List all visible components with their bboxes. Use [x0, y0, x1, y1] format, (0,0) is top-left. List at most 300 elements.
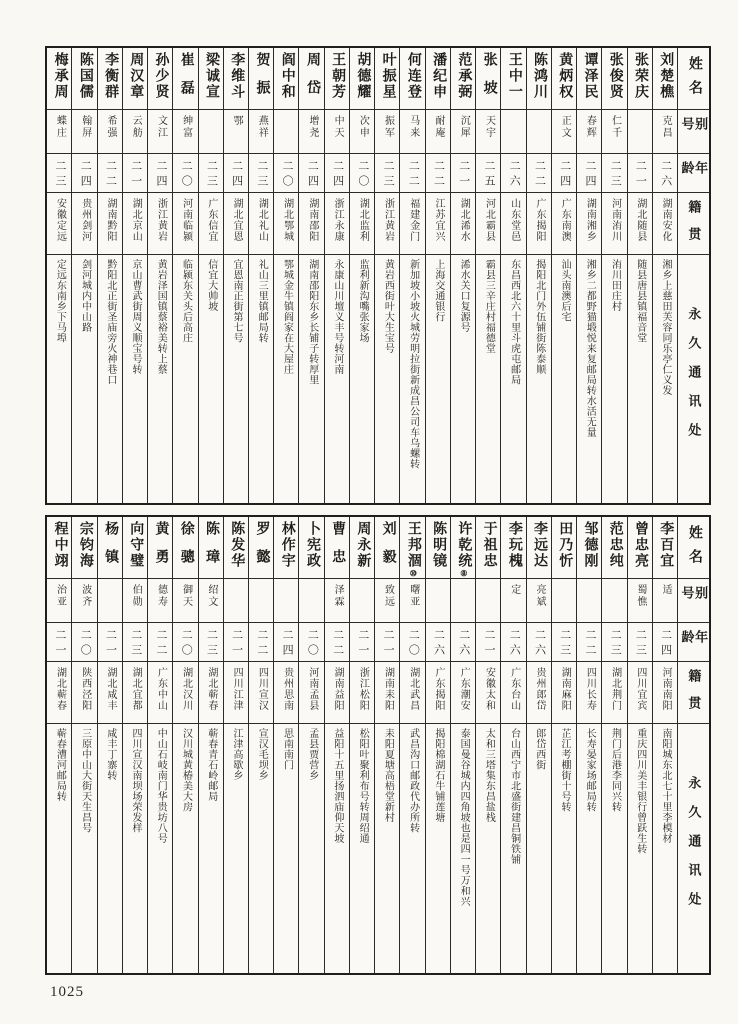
row-header-column	[677, 517, 709, 973]
row-header-native-cell	[678, 661, 709, 723]
alias-cell	[173, 109, 197, 153]
alias-cell	[47, 109, 71, 153]
person-address: 霸县三辛庄村福德堂	[483, 259, 495, 354]
person-age: 二二	[104, 160, 117, 190]
person-age: 二一	[104, 629, 117, 659]
name-cell	[72, 48, 96, 109]
person-native-place: 安徽定远	[54, 198, 66, 242]
person-column	[349, 517, 374, 973]
person-native-place: 湖南黔阳	[104, 198, 116, 242]
person-age: 二〇	[180, 160, 193, 190]
person-name: 阎中和	[279, 52, 295, 100]
person-column	[374, 517, 399, 973]
person-address: 泰国曼谷城内四角坡也是四一号万和兴	[458, 728, 470, 907]
person-native-place: 湖南湘乡	[584, 198, 596, 242]
person-native-place: 湖北武昌	[407, 667, 419, 711]
name-cell	[47, 517, 71, 578]
age-cell	[224, 622, 248, 661]
row-header-name: 姓名	[686, 525, 702, 573]
person-alias: 泽霖	[332, 584, 344, 608]
person-age: 二三	[54, 160, 67, 190]
person-age: 二一	[129, 160, 142, 190]
person-alias: 蝶庄	[54, 115, 66, 139]
alias-cell	[199, 578, 223, 622]
person-column	[198, 48, 223, 503]
alias-cell	[527, 109, 551, 153]
address-cell	[628, 254, 652, 503]
person-name: 王中一	[506, 52, 522, 100]
age-cell	[299, 622, 323, 661]
person-column	[248, 517, 273, 973]
person-native-place: 贵州思南	[281, 667, 293, 711]
address-cell	[224, 254, 248, 503]
age-cell	[350, 622, 374, 661]
address-cell	[47, 254, 71, 503]
person-name: 潘纪申	[431, 52, 447, 100]
native-place-cell	[552, 192, 576, 254]
person-alias: 德寿	[155, 584, 167, 608]
age-cell	[98, 153, 122, 192]
age-cell	[299, 153, 323, 192]
person-alias: 适	[660, 584, 672, 596]
row-header-column	[677, 48, 709, 503]
person-native-place: 河南孟县	[306, 667, 318, 711]
native-place-cell	[628, 661, 652, 723]
person-column	[97, 517, 122, 973]
name-cell	[552, 48, 576, 109]
alias-cell	[224, 109, 248, 153]
name-cell	[577, 48, 601, 109]
person-address: 汉川城黄椿美大房	[180, 728, 192, 812]
address-cell	[577, 254, 601, 503]
person-name: 宗钧海	[77, 521, 93, 569]
person-column	[475, 48, 500, 503]
age-cell	[325, 622, 349, 661]
alias-cell	[249, 109, 273, 153]
person-address: 洧川田庄村	[609, 259, 621, 312]
address-cell	[199, 254, 223, 503]
person-address: 剑河城内中山路	[79, 259, 91, 333]
address-cell	[451, 723, 475, 973]
person-native-place: 湖北鄂城	[281, 198, 293, 242]
alias-cell	[476, 109, 500, 153]
person-name: 范忠纯	[607, 521, 623, 569]
age-cell	[123, 622, 147, 661]
alias-cell	[375, 109, 399, 153]
person-native-place: 山东堂邑	[508, 198, 520, 242]
row-header-age: 年龄	[679, 630, 709, 649]
alias-cell	[501, 578, 525, 622]
name-cell	[224, 517, 248, 578]
address-cell	[299, 723, 323, 973]
age-cell	[148, 153, 172, 192]
person-address: 蕲春青石岭邮局	[205, 728, 217, 802]
native-place-cell	[199, 192, 223, 254]
person-address: 湖南邵阳东乡长铺子转厚里	[306, 259, 318, 385]
native-place-cell	[325, 661, 349, 723]
person-native-place: 湖北汉川	[180, 667, 192, 711]
person-age: 二六	[432, 629, 445, 659]
person-native-place: 陕西泾阳	[79, 667, 91, 711]
alias-cell	[148, 578, 172, 622]
person-age: 二〇	[407, 629, 420, 659]
person-address: 耒阳夏塘高梧堂新村	[382, 728, 394, 823]
row-header-alias: 别号	[679, 586, 709, 605]
person-address: 黄岩西街叶大生宝号	[382, 259, 394, 354]
person-name: 王朝芳	[330, 52, 346, 100]
alias-cell	[426, 578, 450, 622]
person-name: 叶振星	[380, 52, 396, 100]
age-cell	[602, 153, 626, 192]
person-column	[526, 48, 551, 503]
age-cell	[476, 622, 500, 661]
person-age: 二六	[457, 629, 470, 659]
row-header-address-cell	[678, 254, 709, 503]
address-cell	[602, 254, 626, 503]
directory-table-bottom	[45, 515, 711, 975]
person-address: 益阳十五里扬泗庙仰天坡	[331, 728, 343, 844]
person-column	[627, 517, 652, 973]
address-cell	[148, 723, 172, 973]
person-native-place: 湖北宜都	[130, 667, 142, 711]
person-alias: 云舫	[130, 115, 142, 139]
person-name: 崔磊	[178, 52, 194, 108]
native-place-cell	[47, 661, 71, 723]
person-name: 陈国儒	[77, 52, 93, 100]
person-column	[576, 48, 601, 503]
name-cell	[476, 517, 500, 578]
row-header-native: 籍贯	[686, 200, 702, 254]
native-place-cell	[501, 661, 525, 723]
native-place-cell	[72, 192, 96, 254]
alias-cell	[426, 109, 450, 153]
person-column	[71, 517, 96, 973]
age-cell	[47, 622, 71, 661]
person-alias: 中天	[332, 115, 344, 139]
person-address: 中山石岐南门华贵坊八号	[155, 728, 167, 844]
person-native-place: 湖南益阳	[332, 667, 344, 711]
person-column	[450, 48, 475, 503]
person-native-place: 湖北随县	[634, 198, 646, 242]
person-name: 张荣庆	[632, 52, 648, 100]
person-native-place: 河南洧川	[609, 198, 621, 242]
person-alias: 振军	[382, 115, 394, 139]
native-place-cell	[173, 192, 197, 254]
person-column	[551, 517, 576, 973]
age-cell	[426, 622, 450, 661]
native-place-cell	[375, 661, 399, 723]
person-name: 田乃忻	[557, 521, 573, 569]
age-cell	[426, 153, 450, 192]
name-cell	[123, 517, 147, 578]
age-cell	[173, 153, 197, 192]
native-place-cell	[299, 661, 323, 723]
person-native-place: 福建金门	[407, 198, 419, 242]
person-native-place: 四川宜宾	[634, 667, 646, 711]
person-column	[601, 517, 626, 973]
name-cell	[98, 48, 122, 109]
row-header-alias-cell	[678, 109, 709, 153]
person-age: 二〇	[356, 160, 369, 190]
name-cell	[653, 517, 677, 578]
person-column	[601, 48, 626, 503]
person-native-place: 广东中山	[155, 667, 167, 711]
person-address: 新加坡小坡火城劳明拉街新成昌公司车乌螺转	[407, 259, 419, 469]
person-native-place: 河南临颍	[180, 198, 192, 242]
person-column	[172, 48, 197, 503]
name-cell	[577, 517, 601, 578]
row-header-age: 年龄	[679, 161, 709, 180]
age-cell	[249, 622, 273, 661]
person-age: 二一	[483, 629, 496, 659]
person-age: 二三	[609, 629, 622, 659]
person-alias: 亮斌	[533, 584, 545, 608]
person-alias: 翰屏	[79, 115, 91, 139]
person-column	[97, 48, 122, 503]
age-cell	[47, 153, 71, 192]
native-place-cell	[426, 661, 450, 723]
row-header-name-cell	[678, 48, 709, 109]
person-name: 杨镇	[103, 521, 119, 577]
person-age: 二二	[407, 160, 420, 190]
person-alias: 伯勋	[130, 584, 142, 608]
address-cell	[299, 254, 323, 503]
alias-cell	[325, 109, 349, 153]
person-age: 二三	[129, 629, 142, 659]
alias-cell	[72, 578, 96, 622]
person-address: 思南南门	[281, 728, 293, 770]
person-name: 向守璧	[128, 521, 144, 569]
person-address: 揭阳北门外伍铺街陈泰顺	[533, 259, 545, 375]
native-place-cell	[476, 192, 500, 254]
person-alias: 致远	[382, 584, 394, 608]
address-cell	[375, 254, 399, 503]
person-alias: 希强	[104, 115, 116, 139]
native-place-cell	[400, 661, 424, 723]
age-cell	[148, 622, 172, 661]
person-native-place: 湖南安化	[660, 198, 672, 242]
row-header-native-cell	[678, 192, 709, 254]
person-column	[298, 517, 323, 973]
person-alias: 定	[508, 584, 520, 596]
person-name: 胡德耀	[355, 52, 371, 100]
person-native-place: 广东南澳	[559, 198, 571, 242]
person-column	[475, 517, 500, 973]
age-cell	[400, 622, 424, 661]
address-cell	[148, 254, 172, 503]
person-age: 二四	[331, 160, 344, 190]
person-name: 梅承周	[52, 52, 68, 100]
person-native-place: 河南南阳	[660, 667, 672, 711]
age-cell	[72, 622, 96, 661]
native-place-cell	[552, 661, 576, 723]
person-age: 二〇	[79, 629, 92, 659]
age-cell	[199, 622, 223, 661]
person-name: 李远达	[532, 521, 548, 569]
address-cell	[173, 254, 197, 503]
person-name: 程中翊	[52, 521, 68, 569]
person-column	[652, 48, 677, 503]
age-cell	[577, 622, 601, 661]
name-cell	[426, 48, 450, 109]
name-cell	[602, 48, 626, 109]
name-cell	[527, 48, 551, 109]
alias-cell	[653, 578, 677, 622]
alias-cell	[47, 578, 71, 622]
name-cell	[173, 517, 197, 578]
person-address: 孟县贾营乡	[306, 728, 318, 781]
page-number: 1025	[50, 984, 84, 1000]
name-cell	[451, 48, 475, 109]
person-column	[500, 517, 525, 973]
row-header-address-cell	[678, 723, 709, 973]
person-address: 湘乡上慈田芙容同乐亭仁义发	[659, 259, 671, 396]
name-cell	[527, 517, 551, 578]
person-age: 二四	[558, 160, 571, 190]
age-cell	[501, 153, 525, 192]
age-cell	[400, 153, 424, 192]
person-alias: 曙亚	[407, 584, 419, 608]
person-column	[627, 48, 652, 503]
name-cell	[123, 48, 147, 109]
person-age: 二四	[306, 160, 319, 190]
age-cell	[527, 153, 551, 192]
age-cell	[501, 622, 525, 661]
person-address: 松阳叶聚利布号转周绍通	[357, 728, 369, 844]
native-place-cell	[653, 192, 677, 254]
person-column	[147, 48, 172, 503]
native-place-cell	[249, 661, 273, 723]
person-native-place: 四川宣汉	[256, 667, 268, 711]
person-address: 鄂城金牛镇阎家在大屋庄	[281, 259, 293, 375]
person-name: 何连登	[405, 52, 421, 100]
person-column	[450, 517, 475, 973]
person-address: 永康山川壇义丰号转河南	[331, 259, 343, 375]
person-address: 监利新沟嘴张家场	[357, 259, 369, 343]
person-column	[425, 48, 450, 503]
address-cell	[72, 723, 96, 973]
address-cell	[199, 723, 223, 973]
age-cell	[199, 153, 223, 192]
age-cell	[375, 153, 399, 192]
person-address: 台山西宁市北盛街建昌铜铁铺	[508, 728, 520, 865]
address-cell	[173, 723, 197, 973]
person-age: 二六	[508, 160, 521, 190]
person-age: 二二	[432, 160, 445, 190]
person-native-place: 广东台山	[508, 667, 520, 711]
native-place-cell	[72, 661, 96, 723]
age-cell	[224, 153, 248, 192]
alias-cell	[173, 578, 197, 622]
person-name: 黄勇	[153, 521, 169, 577]
person-address: 上海交通银行	[432, 259, 444, 322]
person-name: 曾忠亮	[632, 521, 648, 569]
alias-cell	[350, 109, 374, 153]
alias-cell	[451, 578, 475, 622]
age-cell	[653, 622, 677, 661]
person-address: 南阳城东北七十里李模材	[659, 728, 671, 844]
person-native-place: 广东信宜	[205, 198, 217, 242]
person-address: 江津高歇乡	[230, 728, 242, 781]
person-native-place: 广东揭阳	[533, 198, 545, 242]
address-cell	[98, 254, 122, 503]
name-cell	[199, 48, 223, 109]
person-address: 武昌沟口邮政代办所转	[407, 728, 419, 833]
person-column	[147, 517, 172, 973]
name-cell	[148, 48, 172, 109]
person-address: 临颍东关头后高庄	[180, 259, 192, 343]
name-cell	[249, 517, 273, 578]
person-alias: 御天	[180, 584, 192, 608]
address-cell	[325, 254, 349, 503]
person-age: 二一	[382, 629, 395, 659]
person-address: 荆门后港李同兴转	[609, 728, 621, 812]
name-cell	[148, 517, 172, 578]
alias-cell	[552, 578, 576, 622]
name-cell	[299, 517, 323, 578]
person-age: 二〇	[281, 160, 294, 190]
native-place-cell	[224, 192, 248, 254]
address-cell	[375, 723, 399, 973]
address-cell	[400, 723, 424, 973]
address-cell	[224, 723, 248, 973]
person-name: 谭泽民	[582, 52, 598, 100]
person-address: 重庆四川美丰银行曾跃生转	[634, 728, 646, 854]
native-place-cell	[577, 661, 601, 723]
person-address: 黔阳北正街圣庙旁火神巷口	[104, 259, 116, 385]
person-native-place: 安徽太和	[483, 667, 495, 711]
person-age: 二四	[154, 160, 167, 190]
person-native-place: 湖南邵阳	[306, 198, 318, 242]
person-native-place: 湖北荆门	[609, 667, 621, 711]
person-alias: 增尧	[306, 115, 318, 139]
address-cell	[476, 723, 500, 973]
alias-cell	[199, 109, 223, 153]
person-alias: 波齐	[79, 584, 91, 608]
native-place-cell	[123, 661, 147, 723]
address-cell	[501, 254, 525, 503]
address-cell	[628, 723, 652, 973]
person-native-place: 浙江黄岩	[155, 198, 167, 242]
person-column	[47, 48, 71, 503]
address-cell	[249, 723, 273, 973]
alias-cell	[249, 578, 273, 622]
person-alias: 耐庵	[433, 115, 445, 139]
person-column	[273, 517, 298, 973]
person-native-place: 浙江永康	[332, 198, 344, 242]
person-name: 黄炳权	[557, 52, 573, 100]
name-cell	[628, 48, 652, 109]
person-name: 刘楚樵	[658, 52, 674, 100]
person-address: 东昌西北六十里斗虎屯邮局	[508, 259, 520, 385]
person-native-place: 湖北宜恩	[231, 198, 243, 242]
person-column	[47, 517, 71, 973]
native-place-cell	[274, 192, 298, 254]
name-footnote-mark: ⑩	[408, 569, 418, 578]
row-header-age-cell	[678, 153, 709, 192]
person-name: 曹忠	[330, 521, 346, 577]
person-age: 二四	[281, 629, 294, 659]
age-cell	[249, 153, 273, 192]
person-age: 二四	[230, 160, 243, 190]
person-age: 二三	[558, 629, 571, 659]
name-cell	[325, 48, 349, 109]
person-address: 定远东南乡下马埠	[54, 259, 66, 343]
alias-cell	[375, 578, 399, 622]
person-native-place: 浙江黄岩	[382, 198, 394, 242]
person-age: 二六	[533, 629, 546, 659]
person-age: 二二	[331, 629, 344, 659]
